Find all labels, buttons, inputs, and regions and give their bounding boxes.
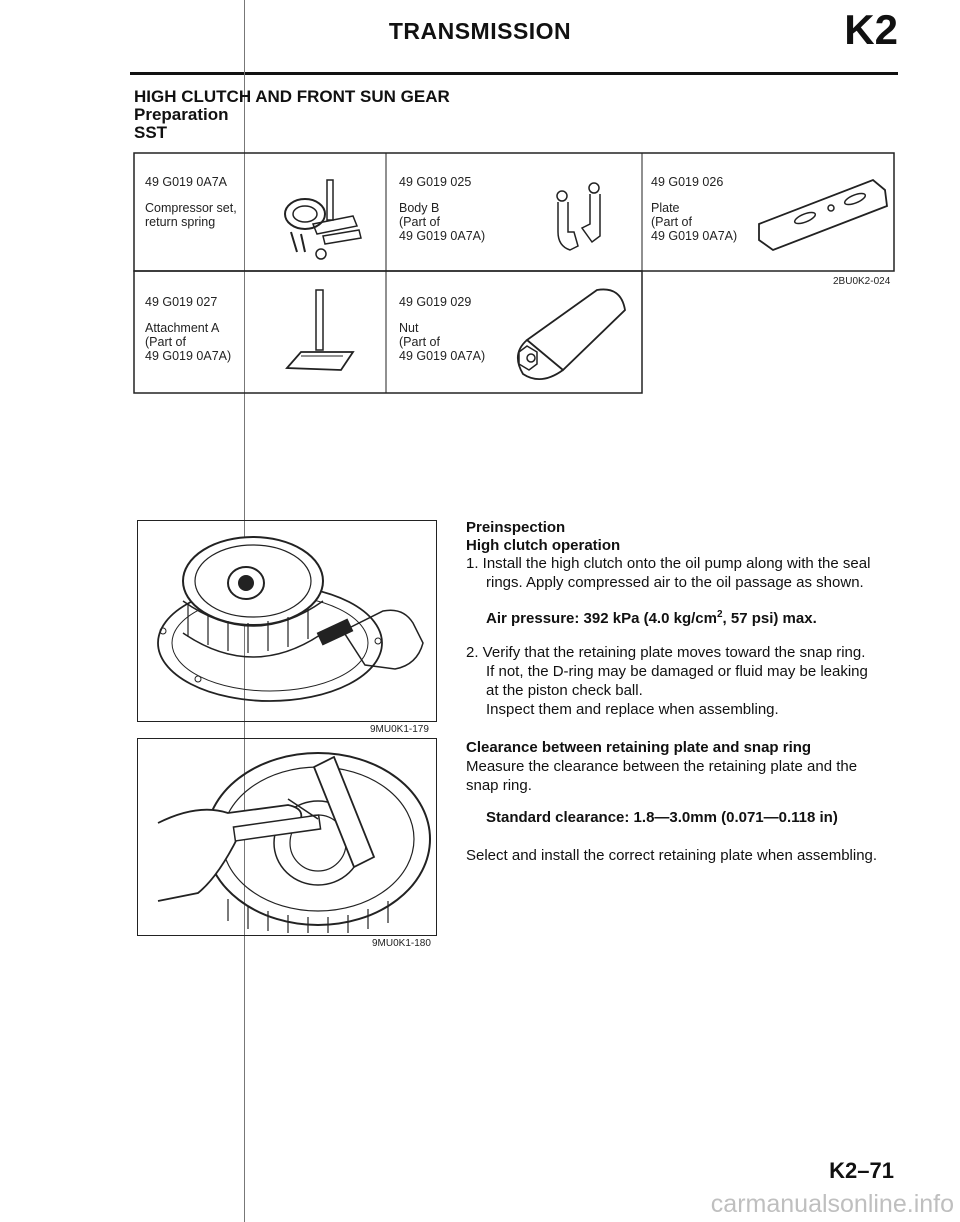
tool-code: 49 G019 029 [399,295,472,309]
body-b-icon [548,182,610,258]
nut-icon [505,282,635,387]
tool-description: Attachment A (Part of 49 G019 0A7A) [145,321,232,363]
tool-code: 49 G019 027 [145,295,218,309]
sst-table [133,152,895,397]
high-clutch-air-test-illustration [138,521,436,721]
figure-1-code: 9MU0K1-179 [370,724,429,735]
page-number: K2–71 [829,1158,894,1183]
figure-2 [137,738,437,936]
tool-code: 49 G019 025 [399,175,472,189]
sst-label: SST [134,123,168,142]
sst-tool-3 [145,295,255,363]
clearance-title: Clearance between retaining plate and snap ring [466,739,812,756]
compressor-set-icon [273,174,363,262]
step-2-line-4: Inspect them and replace when assembling. [486,701,779,718]
air-pressure-spec [466,605,926,628]
sst-tool-0 [145,175,255,229]
step-2-line-2: If not, the D-ring may be damaged or fluid may be leaking [486,663,868,680]
step-1: 1. Install the high clutch onto the oil pump along with the seal [466,555,871,572]
section-code: K2 [844,6,898,53]
preinspection-title: Preinspection [466,519,566,536]
attachment-a-icon [281,284,361,380]
section-title: HIGH CLUTCH AND FRONT SUN GEAR [134,87,450,106]
plate-icon [753,172,893,252]
watermark: carmanualsonline.info [710,1190,954,1218]
clearance-text-1: Measure the clearance between the retaining plate and the [466,758,858,775]
page-header-title: TRANSMISSION [388,18,572,44]
feeler-gauge-clearance-illustration [138,739,436,935]
sst-tool-1 [399,175,539,243]
tool-code: 49 G019 0A7A [145,175,228,189]
tool-description: Compressor set, return spring [145,201,237,229]
section-subtitle: Preparation [134,105,229,124]
tool-description: Nut (Part of 49 G019 0A7A) [399,321,486,363]
tool-description: Plate (Part of 49 G019 0A7A) [651,201,738,243]
tool-description: Body B (Part of 49 G019 0A7A) [399,201,486,243]
header-rule [130,72,898,75]
air-pressure-text-end: , 57 psi) max. [722,610,817,627]
clearance-text-2: snap ring. [466,777,532,794]
figure-2-code: 9MU0K1-180 [372,938,431,949]
sst-figure-code: 2BU0K2-024 [833,276,891,287]
figure-1 [137,520,437,722]
standard-clearance-spec: Standard clearance: 1.8—3.0mm (0.071—0.118 in) [486,809,838,826]
step-2-line-3: at the piston check ball. [486,682,643,699]
select-retaining-plate-text: Select and install the correct retaining plate when assembling. [466,847,878,864]
operation-title: High clutch operation [466,537,621,554]
air-pressure-text: Air pressure: 392 kPa (4.0 kg/cm [486,610,717,627]
step-1-continued: rings. Apply compressed air to the oil passage as shown. [486,574,864,591]
tool-code: 49 G019 026 [651,175,724,189]
air-pressure-superscript: 2 [716,609,723,620]
step-2: 2. Verify that the retaining plate moves toward the snap ring. [466,644,866,661]
